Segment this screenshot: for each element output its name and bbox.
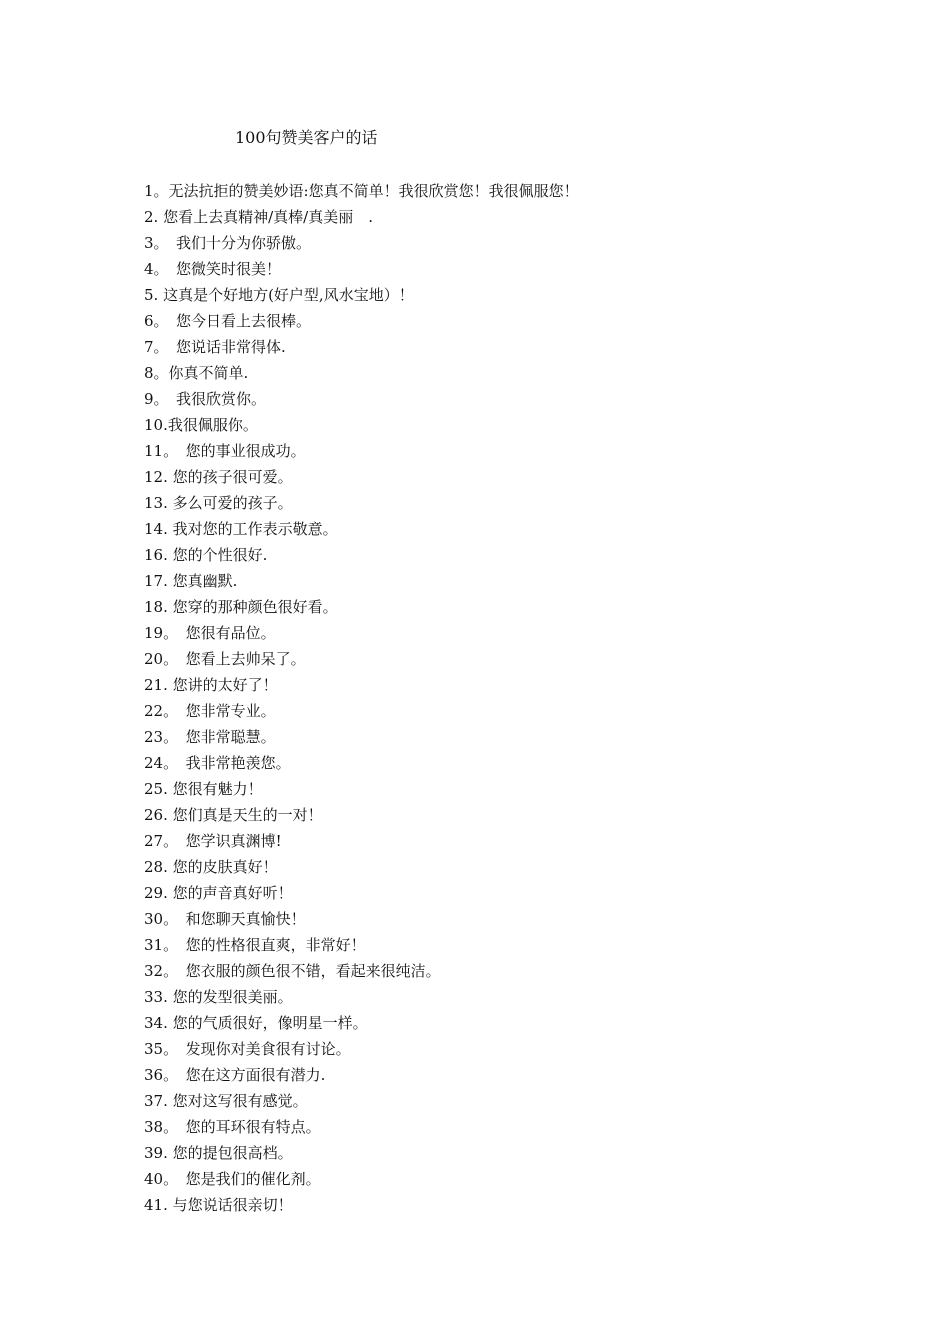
list-item: 32。 您衣服的颜色很不错，看起来很纯洁。 [144,962,441,980]
list-item: 7。 您说话非常得体. [144,338,286,356]
list-item: 6。 您今日看上去很棒。 [144,312,312,330]
list-item: 25. 您很有魅力！ [144,780,263,798]
list-item: 38。 您的耳环很有特点。 [144,1118,321,1136]
list-item: 8。你真不简单. [144,364,249,382]
list-item: 24。 我非常艳羡您。 [144,754,291,772]
list-item: 33. 您的发型很美丽。 [144,988,293,1006]
list-item: 4。 您微笑时很美！ [144,260,282,278]
list-item: 22。 您非常专业。 [144,702,276,720]
list-item: 17. 您真幽默. [144,572,238,590]
list-item: 14. 我对您的工作表示敬意。 [144,520,338,538]
list-item: 1。无法抗拒的赞美妙语:您真不简单！我很欣赏您！我很佩服您！ [144,182,579,200]
list-item: 13. 多么可爱的孩子。 [144,494,293,512]
list-item: 2. 您看上去真精神/真棒/真美丽 . [144,208,373,226]
list-item: 3。 我们十分为你骄傲。 [144,234,312,252]
list-item: 27。 您学识真渊博! [144,832,282,850]
list-item: 20。 您看上去帅呆了。 [144,650,306,668]
list-item: 26. 您们真是天生的一对！ [144,806,323,824]
list-item: 30。 和您聊天真愉快！ [144,910,306,928]
list-item: 28. 您的皮肤真好！ [144,858,278,876]
list-item: 10.我很佩服你。 [144,416,258,434]
list-item: 16. 您的个性很好. [144,546,268,564]
list-item: 12. 您的孩子很可爱。 [144,468,293,486]
praise-list [144,178,904,1218]
list-item: 36。 您在这方面很有潜力. [144,1066,326,1084]
list-item: 23。 您非常聪慧。 [144,728,276,746]
list-item: 40。 您是我们的催化剂。 [144,1170,321,1188]
list-item: 5. 这真是个好地方(好户型,风水宝地）！ [144,286,414,304]
list-item: 37. 您对这写很有感觉。 [144,1092,308,1110]
list-item: 35。 发现你对美食很有讨论。 [144,1040,351,1058]
list-item: 29. 您的声音真好听！ [144,884,293,902]
list-item: 21. 您讲的太好了！ [144,676,278,694]
list-item: 18. 您穿的那种颜色很好看。 [144,598,338,616]
list-item: 9。 我很欣赏你。 [144,390,267,408]
list-item: 19。 您很有品位。 [144,624,276,642]
list-item: 39. 您的提包很高档。 [144,1144,293,1162]
list-item: 34. 您的气质很好，像明星一样。 [144,1014,368,1032]
list-item: 41. 与您说话很亲切！ [144,1196,293,1214]
document-title: 100句赞美客户的话 [235,128,378,147]
list-item: 31。 您的性格很直爽，非常好！ [144,936,366,954]
list-item: 11。 您的事业很成功。 [144,442,306,460]
